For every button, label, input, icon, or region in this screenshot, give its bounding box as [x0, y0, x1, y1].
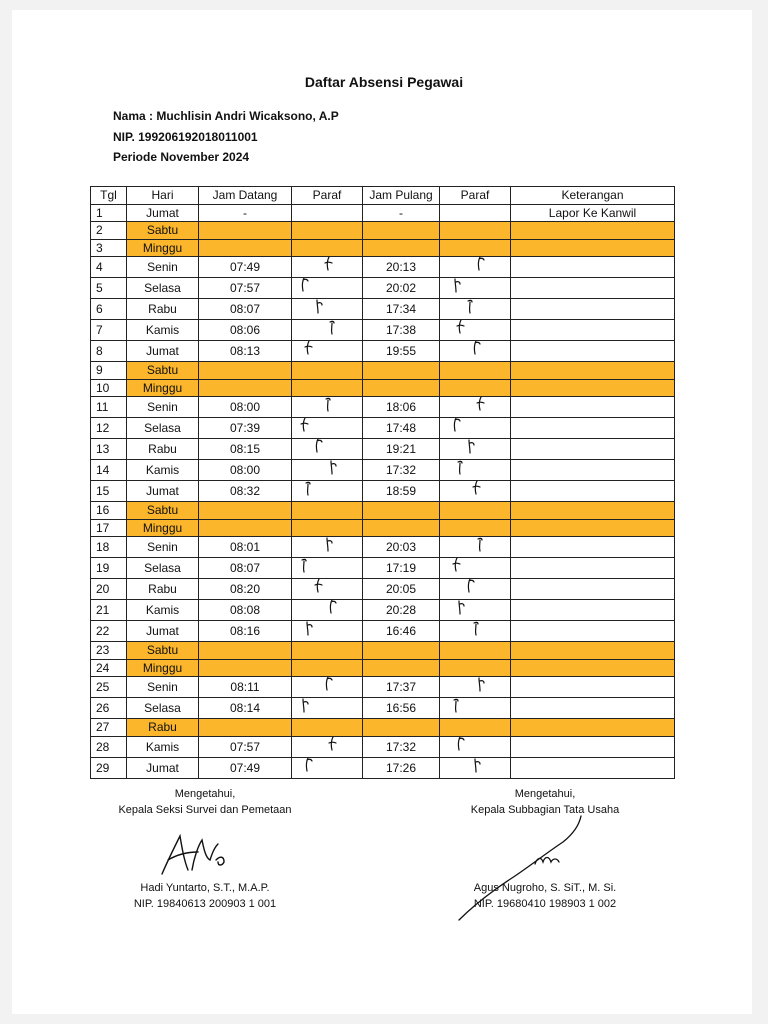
- cell-jam-pulang: 17:19: [363, 558, 440, 579]
- paraf-signature: [326, 736, 340, 755]
- cell-tgl: 9: [91, 362, 127, 380]
- cell-tgl: 27: [91, 719, 127, 737]
- table-header-row: [91, 187, 675, 205]
- cell-jam-pulang: [363, 222, 440, 240]
- table-row: [91, 439, 675, 460]
- paraf-signature: [302, 757, 316, 776]
- table-row: [91, 698, 675, 719]
- cell-paraf-pulang: [440, 362, 511, 380]
- cell-keterangan: [511, 481, 675, 502]
- cell-paraf-pulang: [440, 418, 511, 439]
- table-row: [91, 341, 675, 362]
- cell-jam-pulang: 18:59: [363, 481, 440, 502]
- cell-keterangan: [511, 418, 675, 439]
- paraf-signature: [298, 418, 312, 437]
- cell-paraf-datang: [292, 362, 363, 380]
- paraf-signature: [470, 621, 484, 640]
- paraf-signature: [464, 439, 478, 458]
- cell-paraf-pulang: [440, 502, 511, 520]
- cell-jam-pulang: 16:46: [363, 621, 440, 642]
- cell-hari: Senin: [127, 537, 199, 558]
- cell-tgl: 15: [91, 481, 127, 502]
- cell-keterangan: [511, 320, 675, 341]
- cell-paraf-datang: [292, 481, 363, 502]
- cell-jam-pulang: 17:34: [363, 299, 440, 320]
- paraf-signature: [470, 481, 484, 500]
- cell-keterangan: [511, 341, 675, 362]
- paraf-signature: [312, 299, 326, 318]
- paraf-signature: [454, 600, 468, 619]
- table-row: [91, 659, 675, 677]
- cell-jam-pulang: 17:48: [363, 418, 440, 439]
- table-row: [91, 362, 675, 380]
- table-row: [91, 460, 675, 481]
- paraf-signature: [474, 537, 488, 556]
- cell-hari: Sabtu: [127, 502, 199, 520]
- cell-hari: Senin: [127, 677, 199, 698]
- cell-paraf-datang: [292, 278, 363, 299]
- cell-paraf-datang: [292, 502, 363, 520]
- table-row: [91, 204, 675, 222]
- cell-tgl: 6: [91, 299, 127, 320]
- cell-tgl: 4: [91, 257, 127, 278]
- paraf-signature: [464, 299, 478, 318]
- paraf-signature: [302, 621, 316, 640]
- cell-jam-datang: 08:16: [199, 621, 292, 642]
- paraf-signature: [450, 558, 464, 577]
- cell-keterangan: [511, 698, 675, 719]
- cell-tgl: 18: [91, 537, 127, 558]
- cell-jam-datang: [199, 239, 292, 257]
- cell-paraf-pulang: [440, 698, 511, 719]
- paraf-signature: [474, 257, 488, 276]
- cell-tgl: 28: [91, 736, 127, 757]
- cell-paraf-pulang: [440, 379, 511, 397]
- cell-paraf-pulang: [440, 736, 511, 757]
- cell-keterangan: [511, 362, 675, 380]
- cell-jam-pulang: 17:26: [363, 757, 440, 778]
- table-row: [91, 397, 675, 418]
- cell-jam-datang: 08:11: [199, 677, 292, 698]
- table-row: [91, 481, 675, 502]
- attendance-rows: [91, 204, 675, 778]
- cell-paraf-pulang: [440, 278, 511, 299]
- cell-keterangan: [511, 379, 675, 397]
- table-row: [91, 502, 675, 520]
- paraf-signature: [326, 320, 340, 339]
- cell-hari: Rabu: [127, 439, 199, 460]
- cell-jam-datang: 08:13: [199, 341, 292, 362]
- cell-paraf-datang: [292, 257, 363, 278]
- table-row: [91, 537, 675, 558]
- cell-paraf-pulang: [440, 222, 511, 240]
- cell-jam-pulang: 19:55: [363, 341, 440, 362]
- table-row: [91, 757, 675, 778]
- cell-keterangan: [511, 502, 675, 520]
- paraf-signature: [470, 757, 484, 776]
- cell-paraf-datang: [292, 642, 363, 660]
- cell-tgl: 5: [91, 278, 127, 299]
- cell-tgl: 7: [91, 320, 127, 341]
- cell-hari: Kamis: [127, 600, 199, 621]
- cell-hari: Senin: [127, 397, 199, 418]
- cell-jam-datang: 08:01: [199, 537, 292, 558]
- paraf-signature: [326, 600, 340, 619]
- cell-paraf-pulang: [440, 519, 511, 537]
- cell-keterangan: [511, 600, 675, 621]
- cell-jam-datang: 08:20: [199, 579, 292, 600]
- cell-jam-datang: [199, 502, 292, 520]
- footer-right-position: Kepala Subbagian Tata Usaha: [470, 804, 620, 816]
- table-row: [91, 379, 675, 397]
- paraf-signature: [450, 698, 464, 717]
- cell-paraf-pulang: [440, 642, 511, 660]
- cell-keterangan: [511, 397, 675, 418]
- paraf-signature: [298, 698, 312, 717]
- paraf-signature: [450, 418, 464, 437]
- cell-jam-datang: [199, 642, 292, 660]
- cell-paraf-pulang: [440, 204, 511, 222]
- paraf-signature: [454, 460, 468, 479]
- cell-paraf-datang: [292, 460, 363, 481]
- cell-keterangan: [511, 757, 675, 778]
- table-row: [91, 222, 675, 240]
- cell-hari: Minggu: [127, 379, 199, 397]
- cell-tgl: 21: [91, 600, 127, 621]
- cell-tgl: 25: [91, 677, 127, 698]
- cell-paraf-pulang: [440, 239, 511, 257]
- cell-hari: Selasa: [127, 558, 199, 579]
- header-keterangan: Keterangan: [511, 187, 675, 205]
- cell-jam-pulang: 20:02: [363, 278, 440, 299]
- table-row: [91, 257, 675, 278]
- cell-paraf-datang: [292, 222, 363, 240]
- header-hari: Hari: [127, 187, 199, 205]
- paraf-signature: [454, 320, 468, 339]
- cell-tgl: 12: [91, 418, 127, 439]
- cell-tgl: 23: [91, 642, 127, 660]
- cell-tgl: 3: [91, 239, 127, 257]
- footer-left-label: Mengetahui,: [174, 788, 236, 800]
- cell-jam-pulang: 17:32: [363, 736, 440, 757]
- cell-jam-datang: 07:49: [199, 257, 292, 278]
- table-row: [91, 558, 675, 579]
- cell-paraf-datang: [292, 736, 363, 757]
- cell-hari: Selasa: [127, 698, 199, 719]
- cell-keterangan: Lapor Ke Kanwil: [511, 204, 675, 222]
- cell-paraf-pulang: [440, 600, 511, 621]
- cell-jam-pulang: 18:06: [363, 397, 440, 418]
- paraf-signature: [312, 579, 326, 598]
- cell-keterangan: [511, 621, 675, 642]
- cell-jam-datang: 08:00: [199, 397, 292, 418]
- cell-paraf-pulang: [440, 439, 511, 460]
- cell-paraf-datang: [292, 519, 363, 537]
- footer-left-name: Hadi Yuntarto, S.T., M.A.P.: [140, 882, 270, 894]
- cell-hari: Jumat: [127, 341, 199, 362]
- cell-tgl: 13: [91, 439, 127, 460]
- cell-jam-pulang: [363, 659, 440, 677]
- paraf-signature: [302, 481, 316, 500]
- table-row: [91, 736, 675, 757]
- cell-jam-datang: [199, 519, 292, 537]
- paraf-signature: [454, 736, 468, 755]
- table-row: [91, 299, 675, 320]
- cell-keterangan: [511, 736, 675, 757]
- cell-hari: Jumat: [127, 204, 199, 222]
- signature-left: [158, 830, 238, 880]
- cell-paraf-datang: [292, 320, 363, 341]
- cell-hari: Selasa: [127, 418, 199, 439]
- paraf-signature: [450, 278, 464, 297]
- cell-paraf-datang: [292, 439, 363, 460]
- table-row: [91, 239, 675, 257]
- header-paraf-datang: Paraf: [292, 187, 363, 205]
- paraf-signature: [326, 460, 340, 479]
- cell-tgl: 24: [91, 659, 127, 677]
- cell-keterangan: [511, 278, 675, 299]
- cell-jam-pulang: [363, 502, 440, 520]
- cell-paraf-datang: [292, 299, 363, 320]
- cell-keterangan: [511, 642, 675, 660]
- cell-jam-datang: 08:15: [199, 439, 292, 460]
- cell-paraf-pulang: [440, 558, 511, 579]
- cell-paraf-pulang: [440, 257, 511, 278]
- cell-jam-pulang: 17:37: [363, 677, 440, 698]
- cell-keterangan: [511, 439, 675, 460]
- cell-paraf-datang: [292, 698, 363, 719]
- cell-paraf-pulang: [440, 621, 511, 642]
- cell-hari: Sabtu: [127, 642, 199, 660]
- cell-jam-datang: [199, 659, 292, 677]
- cell-keterangan: [511, 719, 675, 737]
- cell-jam-datang: 08:00: [199, 460, 292, 481]
- cell-paraf-pulang: [440, 460, 511, 481]
- cell-hari: Minggu: [127, 239, 199, 257]
- cell-paraf-pulang: [440, 659, 511, 677]
- cell-tgl: 2: [91, 222, 127, 240]
- paraf-signature: [298, 278, 312, 297]
- cell-paraf-pulang: [440, 677, 511, 698]
- paraf-signature: [474, 677, 488, 696]
- cell-paraf-datang: [292, 757, 363, 778]
- cell-tgl: 26: [91, 698, 127, 719]
- cell-paraf-datang: [292, 579, 363, 600]
- cell-paraf-pulang: [440, 579, 511, 600]
- cell-paraf-datang: [292, 397, 363, 418]
- cell-jam-pulang: 20:03: [363, 537, 440, 558]
- cell-paraf-datang: [292, 659, 363, 677]
- cell-tgl: 17: [91, 519, 127, 537]
- table-row: [91, 579, 675, 600]
- cell-hari: Jumat: [127, 481, 199, 502]
- paraf-signature: [474, 397, 488, 416]
- cell-hari: Minggu: [127, 659, 199, 677]
- cell-keterangan: [511, 519, 675, 537]
- cell-paraf-datang: [292, 719, 363, 737]
- header-jam-datang: Jam Datang: [199, 187, 292, 205]
- cell-tgl: 29: [91, 757, 127, 778]
- cell-jam-datang: 08:08: [199, 600, 292, 621]
- cell-paraf-pulang: [440, 719, 511, 737]
- cell-jam-datang: 08:07: [199, 299, 292, 320]
- period-label: Periode November 2024: [113, 150, 250, 164]
- cell-paraf-datang: [292, 621, 363, 642]
- paraf-signature: [302, 341, 316, 360]
- table-row: [91, 719, 675, 737]
- cell-keterangan: [511, 579, 675, 600]
- cell-paraf-pulang: [440, 481, 511, 502]
- cell-paraf-datang: [292, 418, 363, 439]
- cell-paraf-datang: [292, 379, 363, 397]
- cell-jam-pulang: [363, 379, 440, 397]
- employee-nip: NIP. 199206192018011001: [113, 130, 258, 144]
- employee-name: Nama : Muchlisin Andri Wicaksono, A.P: [113, 109, 339, 123]
- cell-paraf-pulang: [440, 299, 511, 320]
- cell-jam-pulang: 17:32: [363, 460, 440, 481]
- cell-jam-pulang: 16:56: [363, 698, 440, 719]
- cell-jam-pulang: 17:38: [363, 320, 440, 341]
- footer-left: [100, 788, 310, 918]
- document-title: Daftar Absensi Pegawai: [304, 74, 464, 90]
- cell-hari: Kamis: [127, 320, 199, 341]
- cell-paraf-datang: [292, 600, 363, 621]
- footer-left-position: Kepala Seksi Survei dan Pemetaan: [118, 804, 292, 816]
- cell-jam-datang: 07:57: [199, 278, 292, 299]
- cell-hari: Senin: [127, 257, 199, 278]
- cell-jam-datang: [199, 379, 292, 397]
- cell-tgl: 8: [91, 341, 127, 362]
- paraf-signature: [464, 579, 478, 598]
- footer-right-label: Mengetahui,: [514, 788, 576, 800]
- cell-keterangan: [511, 222, 675, 240]
- paraf-signature: [322, 537, 336, 556]
- cell-paraf-pulang: [440, 757, 511, 778]
- cell-hari: Kamis: [127, 460, 199, 481]
- cell-jam-datang: 08:14: [199, 698, 292, 719]
- table-row: [91, 621, 675, 642]
- paraf-signature: [322, 257, 336, 276]
- paraf-signature: [470, 341, 484, 360]
- table-row: [91, 320, 675, 341]
- cell-jam-datang: -: [199, 204, 292, 222]
- paraf-signature: [312, 439, 326, 458]
- cell-hari: Jumat: [127, 757, 199, 778]
- cell-paraf-pulang: [440, 537, 511, 558]
- cell-paraf-datang: [292, 677, 363, 698]
- cell-jam-pulang: [363, 362, 440, 380]
- cell-jam-datang: [199, 222, 292, 240]
- cell-keterangan: [511, 239, 675, 257]
- cell-paraf-datang: [292, 341, 363, 362]
- cell-jam-pulang: [363, 239, 440, 257]
- cell-tgl: 16: [91, 502, 127, 520]
- attendance-table: [90, 186, 675, 779]
- cell-jam-pulang: 20:28: [363, 600, 440, 621]
- paraf-signature: [322, 677, 336, 696]
- cell-tgl: 20: [91, 579, 127, 600]
- header-tgl: Tgl: [91, 187, 127, 205]
- cell-keterangan: [511, 257, 675, 278]
- header-paraf-pulang: Paraf: [440, 187, 511, 205]
- cell-hari: Rabu: [127, 579, 199, 600]
- cell-jam-datang: 08:07: [199, 558, 292, 579]
- footer-left-nip: NIP. 19840613 200903 1 001: [133, 898, 277, 910]
- table-row: [91, 519, 675, 537]
- cell-jam-datang: 07:49: [199, 757, 292, 778]
- footer-right-nip: NIP. 19680410 198903 1 002: [473, 898, 617, 910]
- footer-right-name: Agus Nugroho, S. SiT., M. Si.: [473, 882, 617, 894]
- cell-hari: Kamis: [127, 736, 199, 757]
- cell-jam-pulang: [363, 719, 440, 737]
- cell-keterangan: [511, 299, 675, 320]
- cell-keterangan: [511, 558, 675, 579]
- cell-tgl: 1: [91, 204, 127, 222]
- cell-hari: Minggu: [127, 519, 199, 537]
- cell-hari: Sabtu: [127, 362, 199, 380]
- footer-right: [455, 788, 635, 918]
- cell-jam-pulang: [363, 642, 440, 660]
- header-jam-pulang: Jam Pulang: [363, 187, 440, 205]
- paraf-signature: [322, 397, 336, 416]
- cell-tgl: 22: [91, 621, 127, 642]
- cell-jam-datang: 08:32: [199, 481, 292, 502]
- cell-paraf-datang: [292, 537, 363, 558]
- cell-keterangan: [511, 460, 675, 481]
- table-row: [91, 677, 675, 698]
- cell-paraf-datang: [292, 204, 363, 222]
- cell-keterangan: [511, 677, 675, 698]
- paraf-signature: [298, 558, 312, 577]
- cell-hari: Selasa: [127, 278, 199, 299]
- cell-paraf-pulang: [440, 320, 511, 341]
- cell-keterangan: [511, 537, 675, 558]
- cell-jam-datang: 08:06: [199, 320, 292, 341]
- cell-jam-datang: [199, 719, 292, 737]
- cell-jam-pulang: 20:13: [363, 257, 440, 278]
- cell-jam-datang: 07:39: [199, 418, 292, 439]
- cell-paraf-datang: [292, 558, 363, 579]
- cell-hari: Jumat: [127, 621, 199, 642]
- cell-hari: Sabtu: [127, 222, 199, 240]
- cell-jam-pulang: 20:05: [363, 579, 440, 600]
- cell-paraf-pulang: [440, 397, 511, 418]
- cell-jam-pulang: 19:21: [363, 439, 440, 460]
- table-row: [91, 418, 675, 439]
- cell-tgl: 11: [91, 397, 127, 418]
- cell-jam-pulang: [363, 519, 440, 537]
- cell-jam-pulang: -: [363, 204, 440, 222]
- cell-hari: Rabu: [127, 719, 199, 737]
- cell-tgl: 19: [91, 558, 127, 579]
- cell-jam-datang: [199, 362, 292, 380]
- table-row: [91, 278, 675, 299]
- cell-hari: Rabu: [127, 299, 199, 320]
- cell-paraf-datang: [292, 239, 363, 257]
- cell-paraf-pulang: [440, 341, 511, 362]
- cell-tgl: 10: [91, 379, 127, 397]
- table-row: [91, 642, 675, 660]
- cell-keterangan: [511, 659, 675, 677]
- table-row: [91, 600, 675, 621]
- cell-tgl: 14: [91, 460, 127, 481]
- cell-jam-datang: 07:57: [199, 736, 292, 757]
